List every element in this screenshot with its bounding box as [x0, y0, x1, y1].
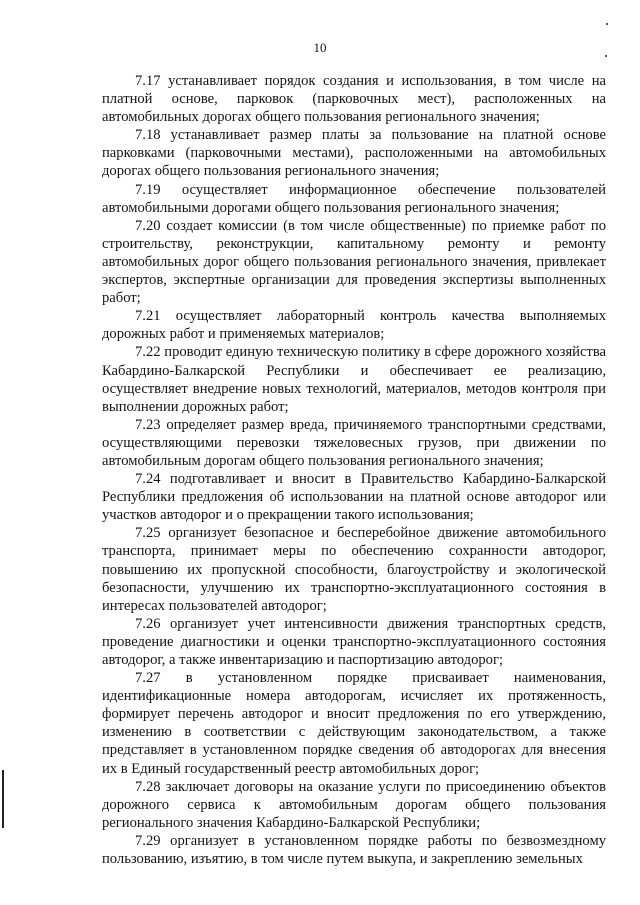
- paragraph-7-27: 7.27 в установленном порядке присваивает наименования, идентификационные номера автодорогам, исчисляет их протяженность, формирует перечень автодорог и вносит предложения по его утверждению, изменению в соответствии с действующим законодательством, а также представляет в установленном порядке сведения об автодорогах для внесения их в Единый государственный реестр автомобильных дорог;: [102, 670, 606, 777]
- paragraph-7-29: 7.29 организует в установленном порядке работы по безвозмездному пользованию, изъятию, в том числе путем выкупа, и закреплению земельных: [102, 832, 606, 868]
- page-number: 10: [313, 40, 327, 55]
- paragraph-7-17: 7.17 устанавливает порядок создания и использования, в том числе на платной основе, парковок (парковочных мест), расположенных на автомобильных дорогах общего пользования регионального значения;: [102, 73, 606, 126]
- document-body: [102, 72, 606, 868]
- paragraph-7-20: 7.20 создает комиссии (в том числе общественные) по приемке работ по строительству, реконструкции, капитальному ремонту и ремонту автомобильных дорог общего пользования регионального значения, привлекает экспертов, экспертные организации для проведения экспертизы выполненных работ;: [102, 217, 606, 307]
- paragraph-7-25: 7.25 организует безопасное и бесперебойное движение автомобильного транспорта, принимает меры по обеспечению сохранности автодорог, повышению их пропускной способности, благоустройству и экологической безопасности, улучшению их транспортно-эксплуатационного состояния в интересах пользователей автодорог;: [102, 525, 606, 614]
- paragraph-7-24: 7.24 подготавливает и вносит в Правительство Кабардино-Балкарской Республики предложения об использовании на платной основе автодорог или участков автодорог и о прекращении такого использования;: [102, 471, 606, 524]
- scan-edge-mark: [2, 770, 4, 828]
- paragraph-7-23: 7.23 определяет размер вреда, причиняемого транспортными средствами, осуществляющими перевозки тяжеловесных грузов, при движении по автомобильным дорогам общего пользования регионального значения;: [102, 416, 606, 469]
- paragraph-7-21: 7.21 осуществляет лабораторный контроль качества выполняемых дорожных работ и применяемых материалов;: [102, 308, 606, 343]
- scan-speck: [605, 55, 607, 57]
- scan-speck: [606, 23, 608, 25]
- paragraph-7-19: 7.19 осуществляет информационное обеспечение пользователей автомобильными дорогами общего пользования регионального значения;: [102, 181, 606, 216]
- paragraph-7-26: 7.26 организует учет интенсивности движения транспортных средств, проведение диагностики и оценки транспортно-эксплуатационного состояния автодорог, а также инвентаризацию и паспортизацию автодорог;: [102, 615, 606, 668]
- paragraph-7-22: 7.22 проводит единую техническую политику в сфере дорожного хозяйства Кабардино-Балкарской Республики и обеспечивает ее реализацию, осуществляет внедрение новых технологий, материалов, методов контроля при выполнении дорожных работ;: [102, 344, 606, 415]
- paragraph-7-28: 7.28 заключает договоры на оказание услуги по присоединению объектов дорожного сервиса к автомобильным дорогам общего пользования регионального значения Кабардино-Балкарской Республики;: [102, 778, 606, 831]
- paragraph-7-18: 7.18 устанавливает размер платы за пользование на платной основе парковками (парковочными местами), расположенными на автомобильных дорогах общего пользования регионального значения;: [102, 127, 606, 180]
